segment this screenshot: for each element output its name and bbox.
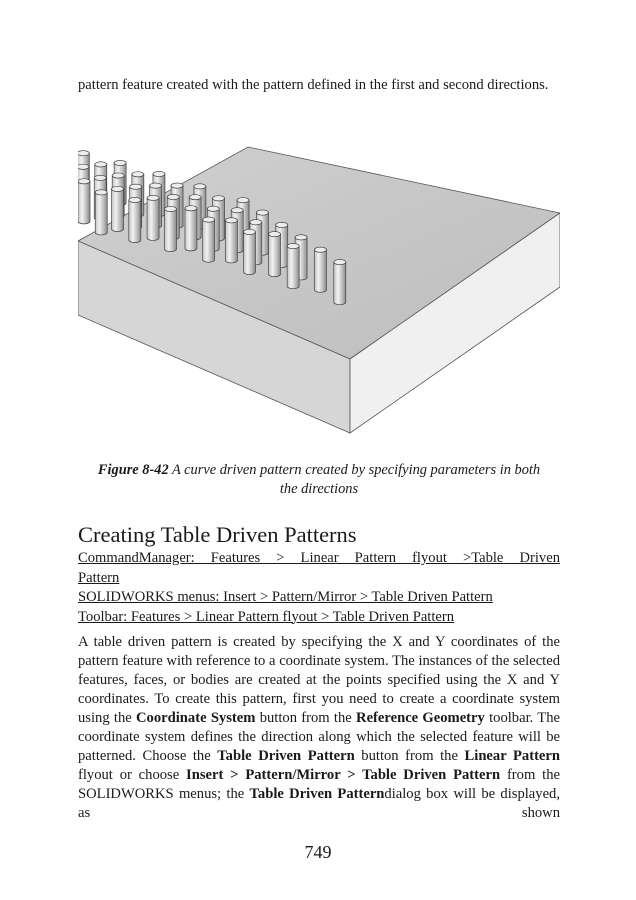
- figure-label: Figure 8-42: [97, 462, 169, 478]
- term-reference-geometry: Reference Geometry: [356, 710, 485, 726]
- pin-instance: [78, 179, 90, 224]
- body-text-2: button from the: [255, 710, 357, 726]
- pin-instance: [185, 206, 197, 251]
- pin-instance: [314, 247, 326, 292]
- pin-instance: [95, 190, 107, 235]
- body-text-7: dialog box will be displayed, as shown: [78, 786, 560, 821]
- pin-instance: [112, 186, 124, 231]
- toolbar-path: Toolbar: Features > Linear Pattern flyout > Table Driven Pattern: [78, 608, 455, 625]
- pin-instance: [203, 217, 215, 262]
- menus-path: SOLIDWORKS menus: Insert > Pattern/Mirror > Table Driven Pattern: [78, 589, 493, 605]
- page-content: [78, 76, 560, 823]
- page-number: 749: [304, 842, 332, 862]
- term-table-driven-pattern-dialog: Table Driven Pattern: [249, 786, 385, 802]
- term-linear-pattern: Linear Pattern: [464, 748, 560, 764]
- commandmanager-path-line2: Pattern: [78, 569, 120, 586]
- pin-instance: [225, 218, 237, 263]
- pin-instance: [165, 206, 177, 251]
- body-text-5: flyout or choose: [78, 767, 187, 783]
- pin-instance: [129, 197, 141, 242]
- pin-instance: [287, 243, 299, 288]
- intro-paragraph: pattern feature created with the pattern defined in the first and second directions.: [78, 77, 549, 93]
- commandmanager-path-line1: CommandManager: Features > Linear Pattern flyout >Table Driven: [78, 550, 560, 566]
- curve-pattern-illustration: [78, 103, 560, 453]
- figure-image: [78, 103, 560, 453]
- pin-instance: [269, 232, 281, 277]
- pin-instance: [334, 260, 346, 305]
- term-insert-menu-path: Insert > Pattern/Mirror > Table Driven Pattern: [186, 767, 501, 783]
- figure-caption-text: A curve driven pattern created by specifying parameters in both the directions: [168, 462, 541, 497]
- body-paragraph: [78, 633, 560, 823]
- body-text-4: button from the: [354, 748, 465, 764]
- body-text-1: A table driven pattern is created by specifying the X and Y coordinates of the pattern feature with reference to a coordinate system. The instances of the selected features, faces, or bodies are created at the points specified using the X and Y coordinates. To create this pattern, first you need to create a coordinate system using the: [78, 634, 560, 726]
- body-text-6: from the SOLIDWORKS menus; the: [78, 767, 560, 802]
- term-table-driven-pattern: Table Driven Pattern: [217, 748, 355, 764]
- term-coordinate-system: Coordinate System: [136, 710, 256, 726]
- body-text-3: toolbar. The coordinate system defines the direction along which the selected feature will be patterned. Choose the: [78, 710, 560, 764]
- pin-instance: [243, 229, 255, 274]
- pin-instance: [147, 195, 159, 240]
- figure-caption: [88, 461, 550, 499]
- section-heading: Creating Table Driven Patterns: [78, 522, 357, 547]
